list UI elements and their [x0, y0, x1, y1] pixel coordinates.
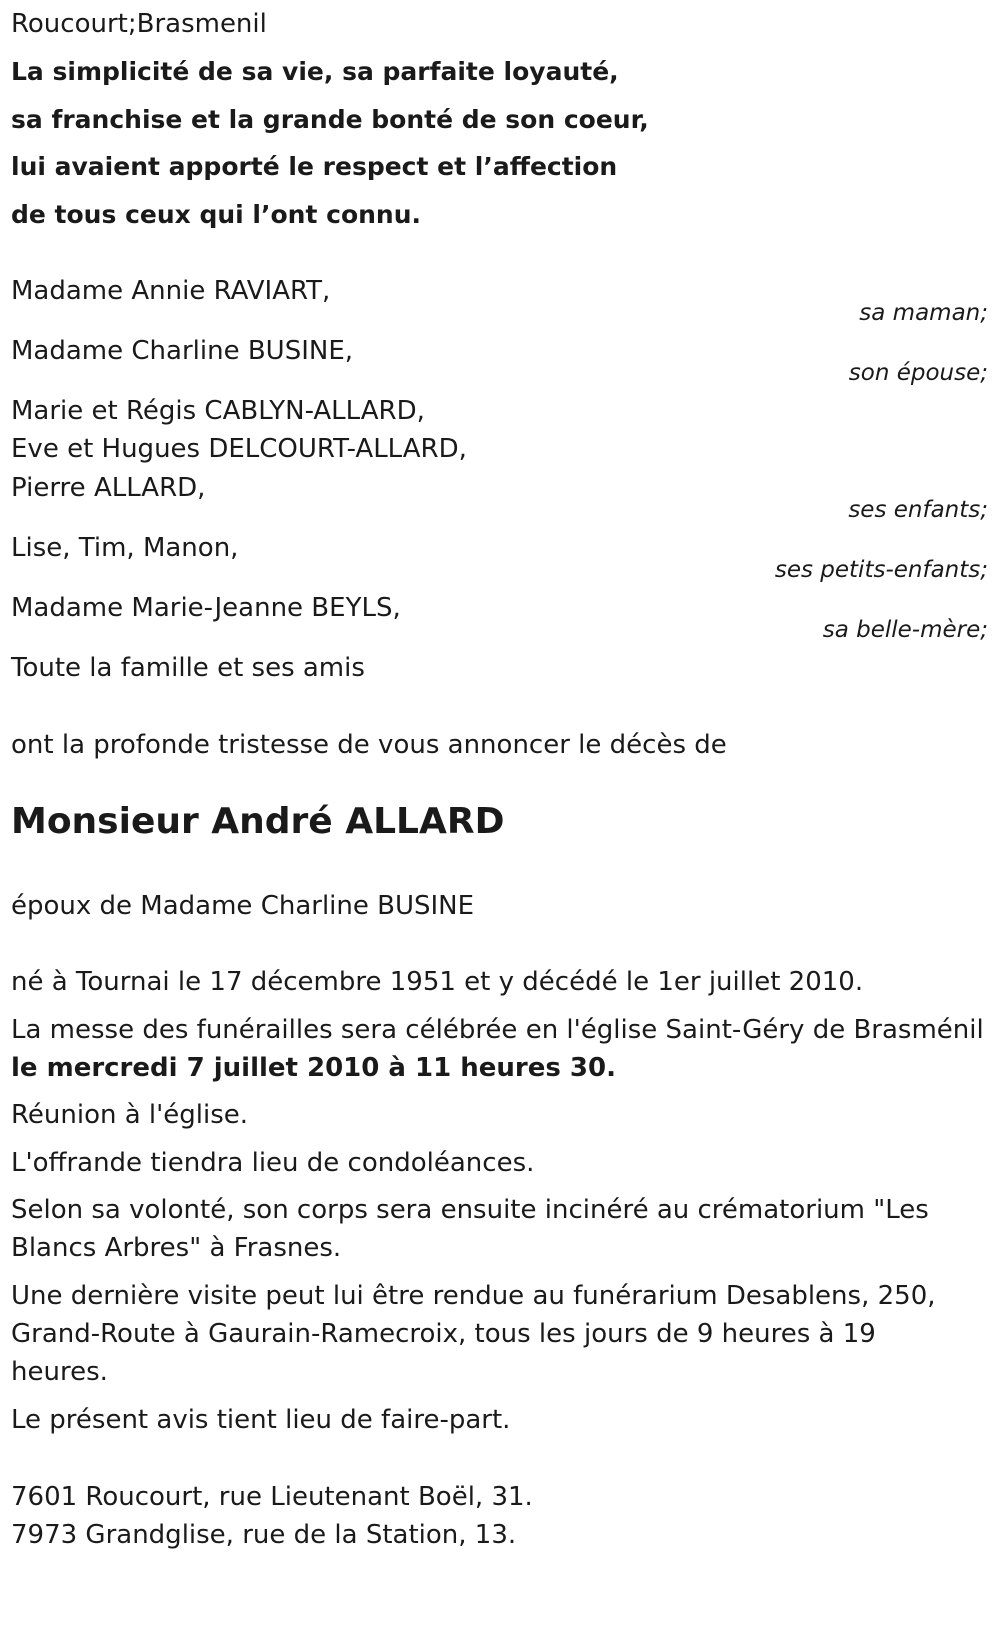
visit-line-3: heures.	[11, 1357, 108, 1387]
address-1: 7601 Roucourt, rue Lieutenant Boël, 31.	[11, 1482, 533, 1512]
children-role: ses enfants;	[848, 497, 988, 523]
visit-line-2: Grand-Route à Gaurain-Ramecroix, tous les jours de 9 heures à 19	[11, 1319, 876, 1349]
address-2: 7973 Grandglise, rue de la Station, 13.	[11, 1520, 517, 1550]
cremation-line-2: Blancs Arbres" à Frasnes.	[11, 1233, 342, 1263]
visit-line-1: Une dernière visite peut lui être rendue au funérarium Desablens, 250,	[11, 1281, 936, 1311]
child-2: Eve et Hugues DELCOURT-ALLARD,	[11, 434, 467, 464]
notice-line: Le présent avis tient lieu de faire-part.	[11, 1405, 511, 1435]
quote-line-2: sa franchise et la grande bonté de son coeur,	[11, 105, 649, 134]
mother-in-law-role: sa belle-mère;	[822, 617, 988, 643]
child-3: Pierre ALLARD,	[11, 473, 206, 503]
mass-line: La messe des funérailles sera célébrée en l'église Saint-Géry de Brasménil	[11, 1015, 984, 1045]
meeting-line: Réunion à l'église.	[11, 1100, 249, 1130]
mother-in-law-name: Madame Marie-Jeanne BEYLS,	[11, 593, 401, 623]
quote-line-1: La simplicité de sa vie, sa parfaite loyauté,	[11, 57, 619, 86]
mass-date: le mercredi 7 juillet 2010 à 11 heures 30.	[11, 1053, 616, 1083]
announcement-intro: ont la profonde tristesse de vous annoncer le décès de	[11, 730, 727, 760]
family-friends: Toute la famille et ses amis	[11, 653, 365, 683]
quote-line-4: de tous ceux qui l’ont connu.	[11, 200, 422, 229]
grandchildren-name: Lise, Tim, Manon,	[11, 533, 239, 563]
cremation-line-1: Selon sa volonté, son corps sera ensuite incinéré au crématorium "Les	[11, 1195, 929, 1225]
deceased-name: Monsieur André ALLARD	[11, 801, 505, 842]
mother-role: sa maman;	[859, 300, 988, 326]
birth-death-line: né à Tournai le 17 décembre 1951 et y décédé le 1er juillet 2010.	[11, 967, 864, 997]
spouse-line: époux de Madame Charline BUSINE	[11, 891, 475, 921]
grandchildren-role: ses petits-enfants;	[774, 557, 988, 583]
wife-name: Madame Charline BUSINE,	[11, 336, 354, 366]
offering-line: L'offrande tiendra lieu de condoléances.	[11, 1148, 535, 1178]
place-header: Roucourt;Brasmenil	[11, 9, 267, 39]
mother-name: Madame Annie RAVIART,	[11, 276, 331, 306]
quote-line-3: lui avaient apporté le respect et l’affection	[11, 152, 618, 181]
wife-role: son épouse;	[848, 360, 988, 386]
child-1: Marie et Régis CABLYN-ALLARD,	[11, 396, 425, 426]
